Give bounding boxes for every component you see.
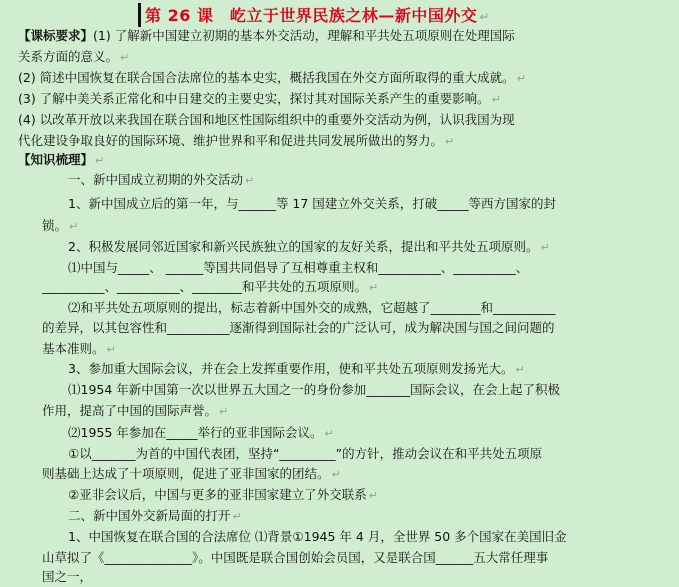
section-heading: 【课标要求】: [18, 28, 94, 43]
text-line: [68, 258, 679, 278]
lesson-title-text: 第 26 课 屹立于世界民族之林—新中国外交: [145, 6, 478, 25]
line-text: (1) 了解新中国建立初期的基本外交活动，理解和平共处五项原则在处理国际: [93, 28, 515, 43]
text-line: [18, 47, 679, 67]
paragraph-mark-icon: ↵: [120, 51, 130, 64]
text-line: [68, 298, 679, 318]
text-line: [68, 444, 679, 464]
paragraph-mark-icon: ↵: [324, 427, 334, 440]
text-line: [68, 506, 679, 526]
text-line: [42, 318, 679, 338]
paragraph-mark-icon: ↵: [95, 154, 105, 167]
text-line: [42, 216, 679, 236]
text-line: [68, 527, 679, 547]
text-line: [18, 131, 679, 151]
line-text: ②亚非会议后，中国与更多的亚非国家建立了外交联系: [68, 487, 367, 502]
line-text: ⑴中国与_____、 ______等国共同倡导了互相尊重主权和__________、__________、: [68, 260, 529, 275]
text-line: [18, 110, 679, 130]
paragraph-mark-icon: ↵: [445, 135, 455, 148]
paragraph-mark-icon: ↵: [69, 220, 79, 233]
line-text: 基本准则。: [42, 341, 105, 356]
text-line: [68, 359, 679, 379]
paragraph-mark-icon: ↵: [232, 510, 242, 523]
text-line: [18, 26, 679, 46]
line-text: 关系方面的意义。: [18, 49, 119, 64]
text-line: [68, 194, 679, 214]
line-text: 国之一，: [42, 569, 93, 584]
text-line: [42, 464, 679, 484]
section-heading: 【知识梳理】: [18, 152, 94, 167]
text-line: [68, 170, 679, 190]
line-text: ⑴1954 年新中国第一次以世界五大国之一的身份参加_______国际会议，在会上起了积极: [68, 382, 561, 397]
line-text: 代化建设争取良好的国际环境、维护世界和平和促进共同发展所做出的努力。: [18, 133, 444, 148]
paragraph-mark-icon: ↵: [106, 343, 116, 356]
text-line: [42, 339, 679, 359]
line-text: (3) 了解中美关系正常化和中日建交的主要史实，探讨其对国际关系产生的重要影响。: [18, 91, 490, 106]
title-row: [0, 0, 679, 28]
text-line: [18, 89, 679, 109]
line-text: 1、中国恢复在联合国的合法席位 ⑴背景①1945 年 4 月，全世界 50 多个国家在美国旧金: [68, 529, 567, 544]
paragraph-mark-icon: ↵: [479, 10, 490, 24]
text-line: [18, 68, 679, 88]
line-text: 一、新中国成立初期的外交活动: [68, 172, 244, 187]
line-text: 作用，提高了中国的国际声誉。: [42, 403, 218, 418]
line-text: 3、参加重大国际会议，并在会上发挥重要作用，使和平共处五项原则发扬光大。: [68, 361, 514, 376]
paragraph-mark-icon: ↵: [491, 93, 501, 106]
text-line: [42, 567, 679, 587]
text-line: [68, 380, 679, 400]
text-line: [42, 548, 679, 568]
title-left-bar: [138, 3, 141, 27]
line-text: ⑵和平共处五项原则的提出，标志着新中国外交的成熟，它超越了________和__________: [68, 300, 556, 315]
text-line: [18, 150, 679, 170]
text-line: [42, 401, 679, 421]
line-text: 1、新中国成立后的第一年，与______等 17 国建立外交关系，打破_____等西方国家的封: [68, 196, 557, 211]
paragraph-mark-icon: ↵: [516, 72, 526, 85]
line-text: ①以_______为首的中国代表团，坚持“_________”的方针，推动会议在和平共处五项原: [68, 446, 543, 461]
line-text: 锁。: [42, 218, 68, 233]
paragraph-mark-icon: ↵: [219, 405, 229, 418]
paragraph-mark-icon: ↵: [515, 363, 525, 376]
paragraph-mark-icon: ↵: [245, 174, 255, 187]
lesson-title: [145, 3, 490, 26]
line-text: (2) 简述中国恢复在联合国合法席位的基本史实，概括我国在外交方面所取得的重大成就。: [18, 70, 515, 85]
line-text: (4) 以改革开放以来我国在联合国和地区性国际组织中的重要外交活动为例，认识我国为现: [18, 112, 515, 127]
line-text: 二、新中国外交新局面的打开: [68, 508, 231, 523]
text-line: [68, 423, 679, 443]
line-text: 的差异，以其包容性和__________逐渐得到国际社会的广泛认可，成为解决国与国之间问题的: [42, 320, 555, 335]
text-line: [68, 237, 679, 257]
paragraph-mark-icon: ↵: [369, 281, 379, 294]
paragraph-mark-icon: ↵: [331, 468, 341, 481]
paragraph-mark-icon: ↵: [368, 489, 378, 502]
line-text: 则基础上达成了十项原则，促进了亚非国家的团结。: [42, 466, 330, 481]
line-text: 2、积极发展同邻近国家和新兴民族独立的国家的友好关系，提出和平共处五项原则。: [68, 239, 539, 254]
line-text: 山草拟了《______________》。中国既是联合国创始会员国，又是联合国______五大常任理事: [42, 550, 549, 565]
line-text: ⑵1955 年参加在_____举行的亚非国际会议。: [68, 425, 323, 440]
line-text: __________、__________、________和平共处的五项原则。: [42, 279, 368, 294]
text-line: [68, 485, 679, 505]
paragraph-mark-icon: ↵: [540, 241, 550, 254]
text-line: [42, 277, 679, 297]
